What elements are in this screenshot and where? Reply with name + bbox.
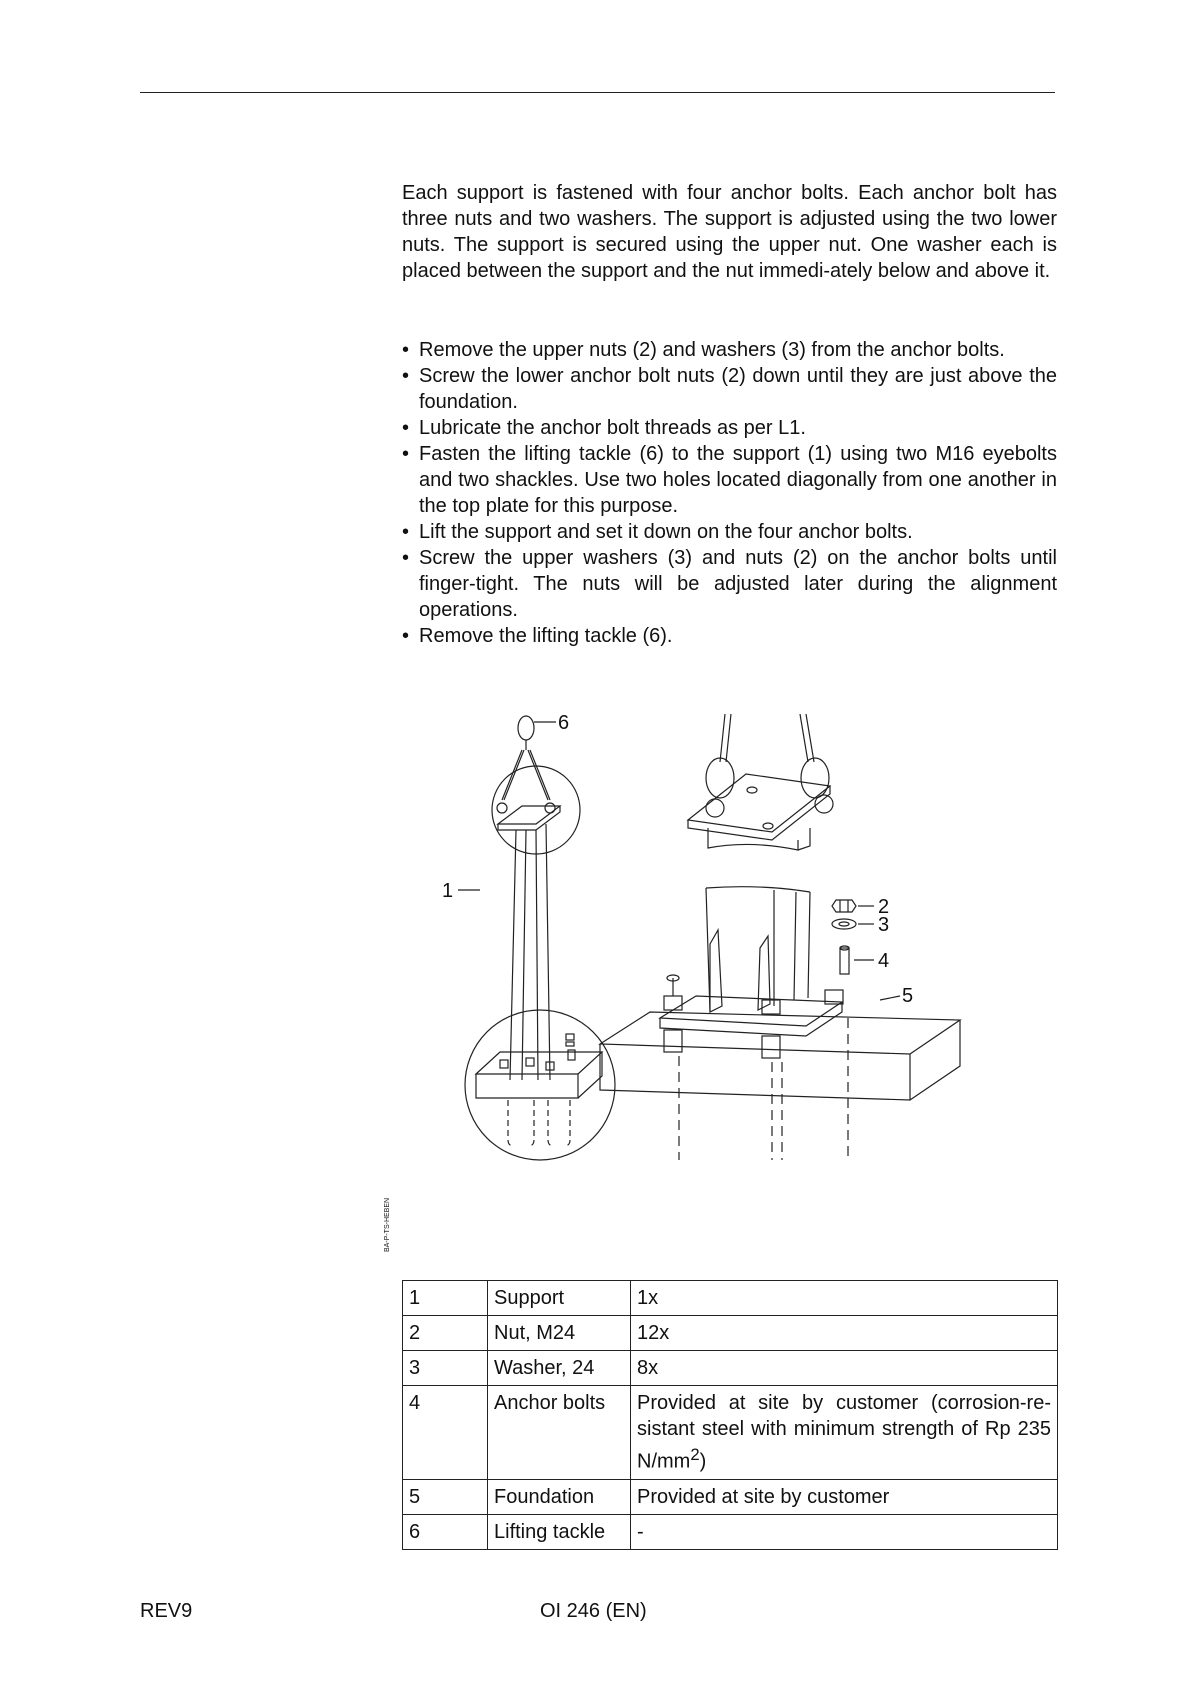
table-row [403,1386,1058,1480]
table-row [403,1281,1058,1316]
part-name: Foundation [488,1479,631,1514]
step-item: • Remove the lifting tackle (6). [402,625,673,647]
anchor-lines-left [508,1100,570,1146]
installation-figure [370,700,1070,1260]
foundation-left-top [476,1052,602,1074]
loose-parts [832,900,856,974]
footer-doc-id: OI 246 (EN) [540,1600,647,1622]
step-item: • Fasten the lifting tackle (6) to the support (1) using two M16 eyebolts and two shackles. Use two holes located diagonally from one another in the top plate for this purpose. [402,443,1057,517]
anchor-lines-right [679,1018,848,1160]
part-name: Washer, 24 [488,1351,631,1386]
bullet: • [402,521,410,543]
step-item: • Screw the upper washers (3) and nuts (2) on the anchor bolts until finger-tight. The nuts will be adjusted later during the alignment operations. [402,547,1057,621]
bullet: • [402,547,410,569]
part-number: 2 [403,1316,488,1351]
support-column-left [510,824,550,1080]
callout-3: 3 [878,914,890,936]
callout-6: 6 [558,712,570,734]
part-spec: - [631,1514,1058,1549]
bullet: • [402,443,410,465]
callout-5: 5 [902,985,914,1007]
part-spec: 12x [631,1316,1058,1351]
step-list [402,337,1057,649]
part-number: 4 [403,1386,488,1480]
part-number: 3 [403,1351,488,1386]
part-name: Nut, M24 [488,1316,631,1351]
table-row [403,1479,1058,1514]
part-number: 1 [403,1281,488,1316]
part-name: Lifting tackle [488,1514,631,1549]
part-name: Support [488,1281,631,1316]
base-plate-right [660,996,842,1026]
intro-paragraph: Each support is fastened with four anchor bolts. Each anchor bolt has three nuts and two washers. The support is adjusted using the two lower nuts. The support is secured using the upper nut. One washer each is placed between the support and the nut immedi-ately below and above it. [402,182,1057,282]
part-spec: Provided at site by customer [631,1479,1058,1514]
header-rule [140,92,1055,93]
bullet: • [402,417,410,439]
bullet: • [402,365,410,387]
figure-code: BA-P-TS-HEBEN [384,1197,391,1252]
callout-4: 4 [878,950,890,972]
parts-table [402,1280,1058,1550]
callout-2: 2 [878,896,890,918]
part-number: 6 [403,1514,488,1549]
part-number: 5 [403,1479,488,1514]
part-spec: Provided at site by customer (corrosion-re-sistant steel with minimum strength of Rp 235 $N/mm^2$) [631,1386,1058,1480]
lifting-tackle-drawing [497,716,555,813]
step-item: • Lubricate the anchor bolt threads as per L1. [402,417,806,439]
callout-1: 1 [442,880,454,902]
table-row [403,1351,1058,1386]
top-plate-detail [688,774,830,832]
table-row [403,1514,1058,1549]
step-item: • Lift the support and set it down on the four anchor bolts. [402,521,913,543]
table-row [403,1316,1058,1351]
step-item: • Screw the lower anchor bolt nuts (2) down until they are just above the foundation. [402,365,1057,413]
eyebolt-right [800,714,833,813]
lifting-ring [518,716,534,740]
bullet: • [402,625,410,647]
part-name: Anchor bolts [488,1386,631,1480]
step-item: • Remove the upper nuts (2) and washers (3) from the anchor bolts. [402,339,1005,361]
footer-revision: REV9 [140,1600,193,1622]
eyebolt-left [706,714,734,817]
bullet: • [402,339,410,361]
part-spec: 1x [631,1281,1058,1316]
support-base-right [706,887,810,1012]
part-spec: 8x [631,1351,1058,1386]
